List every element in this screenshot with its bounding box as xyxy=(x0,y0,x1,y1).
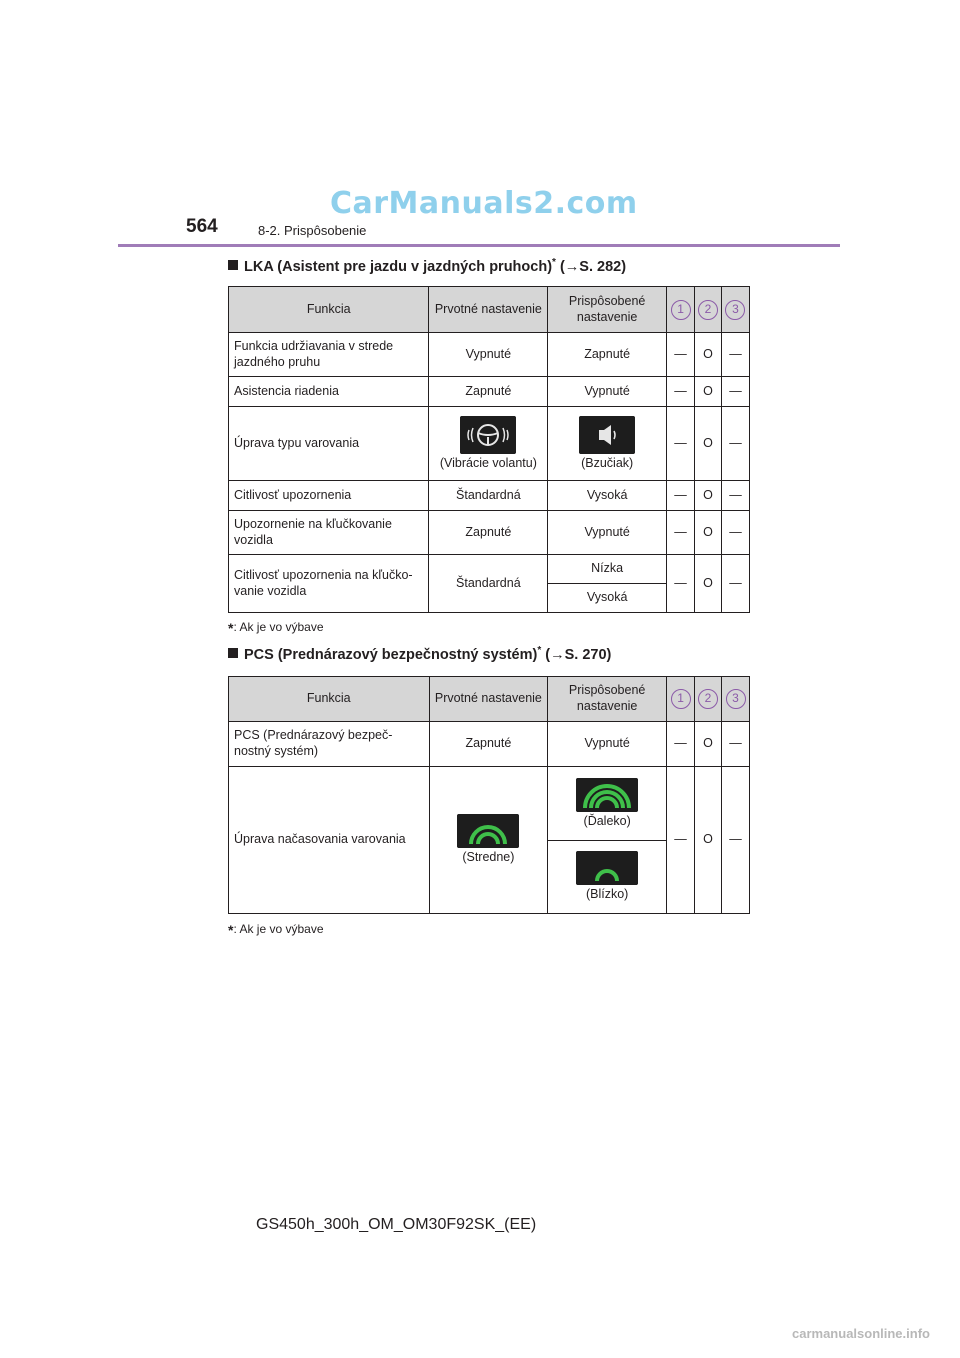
asterisk: * xyxy=(537,645,542,656)
cell-mark: O xyxy=(695,767,722,914)
cell-custom xyxy=(548,841,667,914)
footnote-text: Ak je vo výbave xyxy=(239,922,324,936)
cell-function: Úprava načasovania varovania xyxy=(229,767,430,914)
header-rule xyxy=(118,244,840,247)
cell-custom: Zapnuté xyxy=(548,333,667,377)
cell-initial xyxy=(429,767,548,914)
col-function: Funkcia xyxy=(229,677,430,722)
col-initial: Prvotné nastavenie xyxy=(429,677,548,722)
table-row xyxy=(229,511,750,555)
cell-mark: — xyxy=(722,722,750,767)
cell-mark: — xyxy=(667,377,695,407)
cell-mark: — xyxy=(667,481,695,511)
cell-mark: O xyxy=(695,407,722,481)
cell-custom: Vypnuté xyxy=(548,511,667,555)
cell-custom: Vypnuté xyxy=(548,377,667,407)
watermark-logo: CarManuals2.com xyxy=(330,186,638,221)
page-ref: (→S. 282) xyxy=(559,258,627,275)
cell-initial xyxy=(429,407,548,481)
circle-2-icon: 2 xyxy=(698,300,718,320)
cell-initial-caption: (Stredne) xyxy=(462,850,515,865)
footnote-asterisk: * xyxy=(228,922,234,938)
cell-mark: — xyxy=(722,767,750,914)
table-row xyxy=(229,377,750,407)
lka-table xyxy=(228,286,750,613)
col-initial: Prvotné nastavenie xyxy=(429,287,548,333)
cell-mark: — xyxy=(667,511,695,555)
document-id: GS450h_300h_OM_OM30F92SK_(EE) xyxy=(256,1216,537,1233)
lka-heading xyxy=(228,257,626,275)
table-row xyxy=(229,722,750,767)
table-row xyxy=(229,767,750,841)
cell-mark: — xyxy=(667,555,695,613)
cell-mark: — xyxy=(667,767,695,914)
cell-mark: — xyxy=(721,377,749,407)
cell-mark: — xyxy=(667,407,695,481)
cell-function: Úprava typu varovania xyxy=(229,407,429,481)
cell-mark: O xyxy=(695,333,722,377)
cell-custom-caption: (Bzučiak) xyxy=(581,455,634,470)
circle-3-icon: 3 xyxy=(726,689,746,709)
warning-timing-near-icon xyxy=(576,851,638,885)
col-custom: Prispôsobené nastavenie xyxy=(548,677,667,722)
cell-mark: — xyxy=(721,333,749,377)
warning-timing-medium-icon xyxy=(457,814,519,848)
cell-function: Funkcia udržiavania v strede jazdného pruhu xyxy=(229,333,429,377)
buzzer-icon xyxy=(579,416,635,454)
cell-mark: O xyxy=(695,511,722,555)
circle-1-icon: 1 xyxy=(671,689,691,709)
table-header-row xyxy=(229,677,750,722)
cell-function: Asistencia riadenia xyxy=(229,377,429,407)
bullet-square-icon xyxy=(228,648,238,658)
cell-custom: Nízka xyxy=(548,555,667,584)
steering-wheel-vibration-icon xyxy=(460,416,516,454)
cell-mark: O xyxy=(695,481,722,511)
table-row xyxy=(229,407,750,481)
cell-initial: Štandardná xyxy=(429,555,548,613)
pcs-heading-text: PCS (Prednárazový bezpečnostný systém) xyxy=(244,646,538,663)
cell-initial: Zapnuté xyxy=(429,377,548,407)
cell-custom-caption: (Blízko) xyxy=(585,887,629,902)
cell-initial-caption: (Vibrácie volantu) xyxy=(439,455,537,470)
circle-2-icon: 2 xyxy=(698,689,718,709)
cell-mark: O xyxy=(695,555,722,613)
section-title: 8-2. Prispôsobenie xyxy=(258,223,367,238)
footnote-asterisk: * xyxy=(228,620,234,636)
page-number: 564 xyxy=(186,216,218,237)
col-function: Funkcia xyxy=(229,287,429,333)
cell-mark: O xyxy=(695,722,722,767)
table-header-row xyxy=(229,287,750,333)
bullet-square-icon xyxy=(228,260,238,270)
cell-initial: Štandardná xyxy=(429,481,548,511)
lka-heading-text: LKA (Asistent pre jazdu v jazdných pruhoch) xyxy=(244,258,553,275)
asterisk: * xyxy=(552,257,556,268)
table-row xyxy=(229,555,750,584)
col-custom: Prispôsobené nastavenie xyxy=(548,287,667,333)
cell-function: Citlivosť upozornenia xyxy=(229,481,429,511)
cell-custom xyxy=(548,767,667,841)
pcs-heading xyxy=(228,645,611,663)
circle-1-icon: 1 xyxy=(671,300,691,320)
cell-mark: — xyxy=(721,511,749,555)
cell-custom xyxy=(548,407,667,481)
cell-mark: — xyxy=(667,333,695,377)
cell-initial: Zapnuté xyxy=(429,511,548,555)
footnote: *: Ak je vo výbave xyxy=(228,922,324,938)
table-row xyxy=(229,481,750,511)
cell-function: PCS (Prednárazový bezpeč-nostný systém) xyxy=(229,722,430,767)
cell-custom-caption: (Ďaleko) xyxy=(583,813,631,828)
cell-mark: O xyxy=(695,377,722,407)
cell-initial: Zapnuté xyxy=(429,722,548,767)
cell-custom: Vysoká xyxy=(548,481,667,511)
cell-mark: — xyxy=(721,555,749,613)
cell-custom: Vypnuté xyxy=(548,722,667,767)
watermark-bottom: carmanualsonline.info xyxy=(792,1326,930,1341)
page-ref: (→S. 270) xyxy=(545,646,612,663)
cell-function: Citlivosť upozornenia na kľučko-vanie vozidla xyxy=(229,555,429,613)
table-row xyxy=(229,333,750,377)
cell-initial: Vypnuté xyxy=(429,333,548,377)
cell-mark: — xyxy=(721,481,749,511)
pcs-table xyxy=(228,676,750,914)
circle-3-icon: 3 xyxy=(725,300,745,320)
footnote-text: Ak je vo výbave xyxy=(239,620,324,634)
cell-mark: — xyxy=(721,407,749,481)
cell-function: Upozornenie na kľučkovanie vozidla xyxy=(229,511,429,555)
cell-custom: Vysoká xyxy=(548,584,667,613)
cell-mark: — xyxy=(667,722,695,767)
warning-timing-far-icon xyxy=(576,778,638,812)
footnote: *: Ak je vo výbave xyxy=(228,620,324,636)
